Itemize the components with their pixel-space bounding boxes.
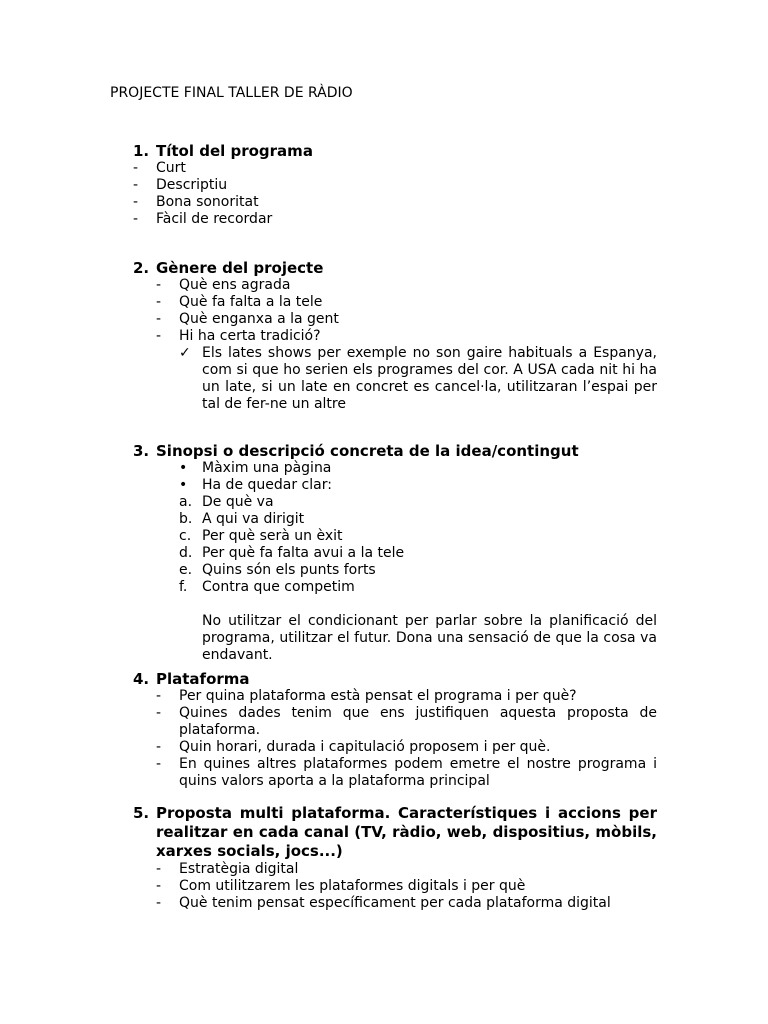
dash-marker: -	[133, 177, 139, 193]
section-paragraph: No utilitzar el condicionant per parlar sobre la planificació del programa, utilitzar el futur. Dona una sensació de que la cosa va endavant.	[202, 613, 657, 663]
list-item-text: Fàcil de recordar	[156, 211, 273, 227]
check-item	[133, 345, 657, 413]
list-item	[133, 194, 657, 211]
list-item-text: Per quina plataforma està pensat el programa i per què?	[179, 688, 577, 704]
list-item-text: Bona sonoritat	[156, 194, 259, 210]
section-5	[133, 804, 657, 912]
section-number: 4.	[133, 670, 150, 688]
dash-marker: -	[156, 895, 162, 911]
dash-marker: -	[133, 160, 139, 176]
lettered-item	[133, 494, 657, 511]
section-title: Títol del programa	[156, 142, 313, 160]
bullet-item-text: Ha de quedar clar:	[202, 477, 332, 493]
lettered-item	[133, 579, 657, 596]
list-item	[133, 160, 657, 177]
list-item-text: Estratègia digital	[179, 861, 299, 877]
list-item	[133, 861, 657, 878]
lettered-item-text: A qui va dirigit	[202, 511, 305, 527]
dash-marker: -	[133, 211, 139, 227]
list-item-text: Què fa falta a la tele	[179, 294, 323, 310]
section-heading	[133, 443, 657, 460]
list-item	[133, 177, 657, 194]
list-item-text: En quines altres plataformes podem emetre el nostre programa i quins valors aporta a la plataforma principal	[179, 756, 657, 789]
dash-marker: -	[156, 311, 162, 327]
list-item	[133, 328, 657, 345]
dash-marker: -	[156, 705, 162, 721]
list-item-text: Hi ha certa tradició?	[179, 328, 321, 344]
list-item	[133, 705, 657, 739]
list-item-text: Quines dades tenim que ens justifiquen aquesta proposta de plataforma.	[179, 705, 657, 738]
section-heading	[133, 804, 657, 861]
section-number: 2.	[133, 259, 150, 277]
section-heading	[133, 260, 657, 277]
section-heading	[133, 671, 657, 688]
section-title: Proposta multi plataforma. Característiques i accions per realitzar en cada canal (TV, ràdio, web, dispositius, mòbils, xarxes socials, jocs...)	[156, 804, 657, 860]
section-4	[133, 671, 657, 790]
list-item-text: Com utilitzarem les plataformes digitals i per què	[179, 878, 526, 894]
section-heading	[133, 143, 657, 160]
section-2	[133, 260, 657, 413]
bullet-item	[133, 460, 657, 477]
document-title: PROJECTE FINAL TALLER DE RÀDIO	[110, 85, 353, 101]
bullet-item-text: Màxim una pàgina	[202, 460, 332, 476]
lettered-item-text: Per què serà un èxit	[202, 528, 343, 544]
list-item	[133, 311, 657, 328]
lettered-item-text: Per què fa falta avui a la tele	[202, 545, 405, 561]
section-title: Plataforma	[156, 670, 250, 688]
list-item	[133, 878, 657, 895]
dash-marker: -	[156, 688, 162, 704]
section-title: Sinopsi o descripció concreta de la idea/contingut	[156, 442, 579, 460]
checkmark-icon: ✓	[179, 345, 191, 361]
item-letter: f.	[179, 579, 188, 595]
dash-marker: -	[156, 277, 162, 293]
item-letter: c.	[179, 528, 192, 544]
section-3	[133, 443, 657, 664]
list-item	[133, 294, 657, 311]
section-number: 3.	[133, 442, 150, 460]
list-item-text: Què tenim pensat específicament per cada plataforma digital	[179, 895, 611, 911]
dash-marker: -	[156, 328, 162, 344]
item-letter: d.	[179, 545, 193, 561]
lettered-item	[133, 562, 657, 579]
lettered-item-text: Contra que competim	[202, 579, 355, 595]
list-item-text: Descriptiu	[156, 177, 228, 193]
dash-marker: -	[156, 861, 162, 877]
dash-marker: -	[133, 194, 139, 210]
dash-marker: -	[156, 739, 162, 755]
section-number: 5.	[133, 804, 150, 822]
list-item	[133, 895, 657, 912]
list-item-text: Quin horari, durada i capitulació proposem i per què.	[179, 739, 551, 755]
item-letter: b.	[179, 511, 193, 527]
dash-marker: -	[156, 294, 162, 310]
lettered-item-text: Quins són els punts forts	[202, 562, 376, 578]
item-letter: a.	[179, 494, 193, 510]
section-1	[133, 143, 657, 228]
section-title: Gènere del projecte	[156, 259, 324, 277]
lettered-item-text: De què va	[202, 494, 274, 510]
list-item-text: Què ens agrada	[179, 277, 291, 293]
list-item	[133, 739, 657, 756]
bullet-item	[133, 477, 657, 494]
section-number: 1.	[133, 142, 150, 160]
lettered-item	[133, 511, 657, 528]
check-item-text: Els lates shows per exemple no son gaire habituals a Espanya, com si que ho serien els programes del cor. A USA cada nit hi ha un late, si un late en concret es cancel·la, utilitzaran l’espai per tal de fer-ne un altre	[202, 345, 657, 412]
bullet-icon: •	[179, 477, 188, 493]
bullet-icon: •	[179, 460, 188, 476]
list-item	[133, 211, 657, 228]
dash-marker: -	[156, 756, 162, 772]
item-letter: e.	[179, 562, 193, 578]
dash-marker: -	[156, 878, 162, 894]
list-item	[133, 277, 657, 294]
list-item-text: Curt	[156, 160, 186, 176]
list-item	[133, 756, 657, 790]
list-item-text: Què enganxa a la gent	[179, 311, 339, 327]
lettered-item	[133, 528, 657, 545]
lettered-item	[133, 545, 657, 562]
list-item	[133, 688, 657, 705]
